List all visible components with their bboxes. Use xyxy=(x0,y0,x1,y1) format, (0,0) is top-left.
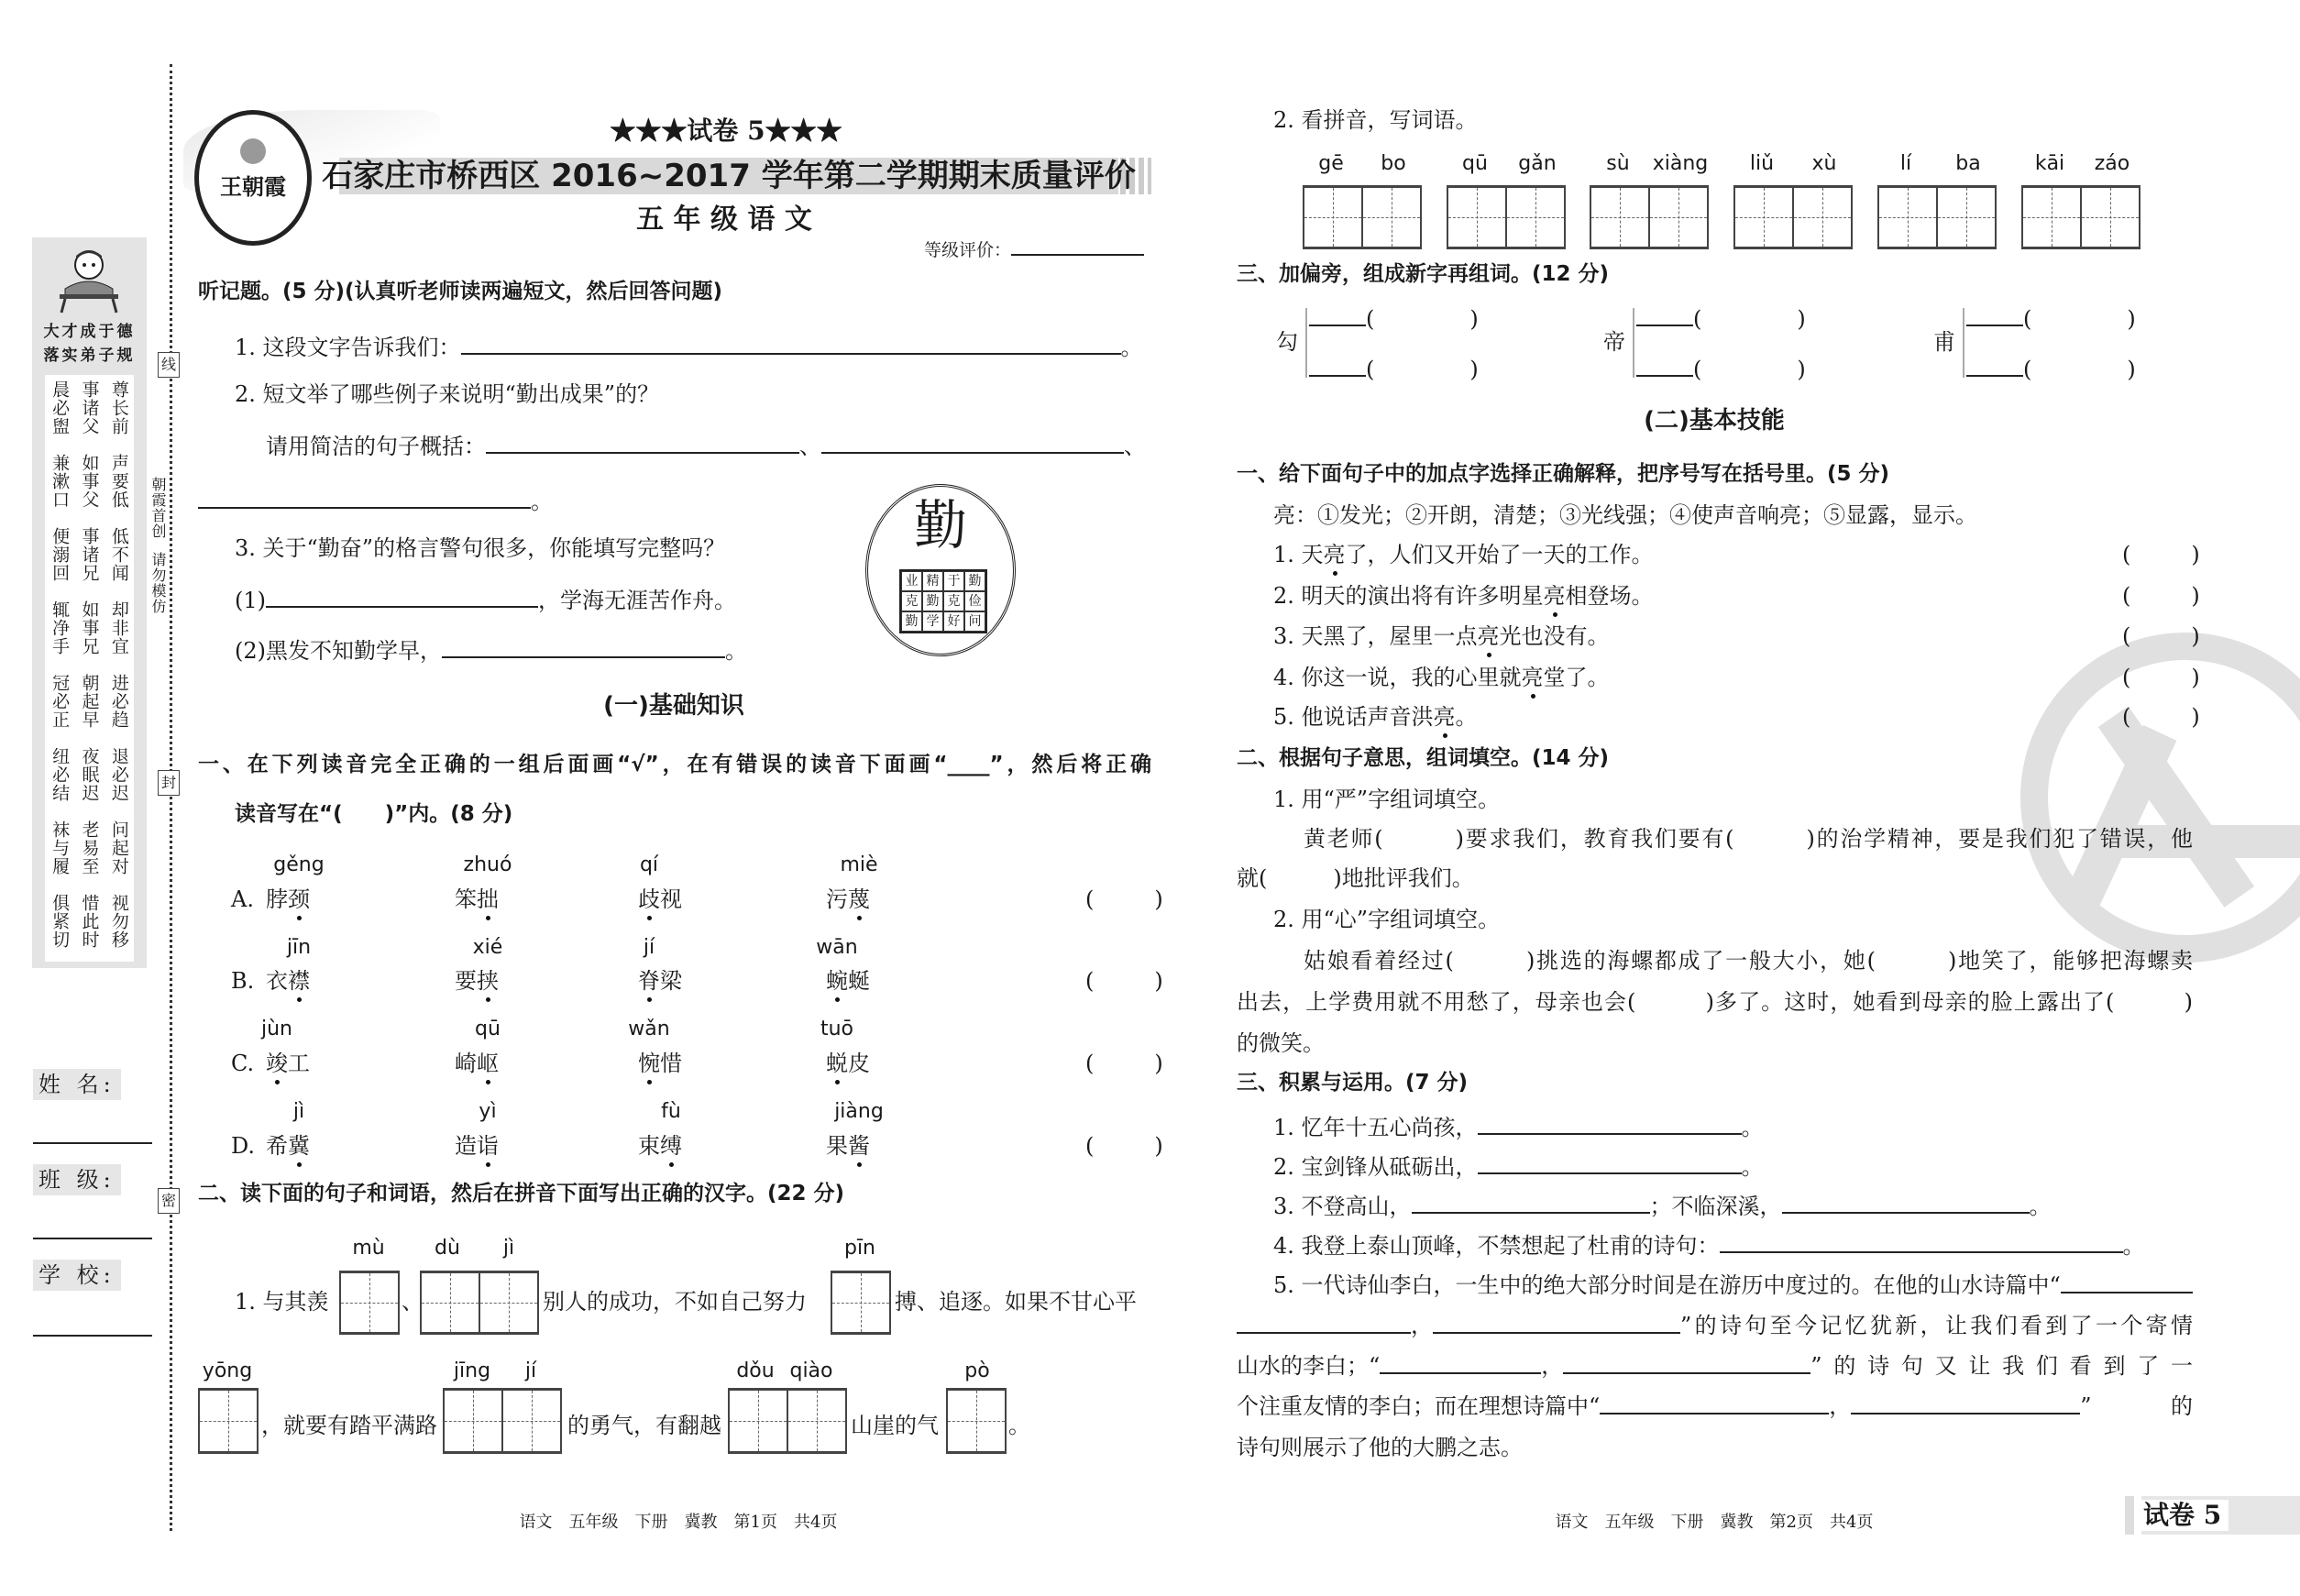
dizigui-verses xyxy=(45,375,134,962)
option-word xyxy=(266,886,310,913)
sentence-text: 的勇气，有翻越 xyxy=(567,1413,721,1438)
listening-q3: 3. 关于“勤奋”的格言警句很多，你能填写完整吗？ xyxy=(235,535,726,561)
word-char: 蔑 xyxy=(848,886,870,912)
text: 4. 你这一说，我的心里就 xyxy=(1273,665,1522,690)
qin-seal-emblem: 勤 业 精 于 勤 克 勤 克 俭 勤 学 好 问 xyxy=(865,484,1016,656)
option-word xyxy=(638,1050,682,1077)
exam-subject: 五 年 级 语 文 xyxy=(636,204,812,236)
word-char: 果 xyxy=(826,1133,848,1159)
option-label: D. xyxy=(231,1133,256,1159)
pinyin: pīn xyxy=(843,1237,876,1260)
seal-char: 于 xyxy=(943,571,964,591)
option-word xyxy=(826,886,870,913)
answer-line[interactable] xyxy=(1309,304,1366,326)
answer-paren[interactable]: ( ) xyxy=(1085,1051,1169,1076)
answer-line[interactable] xyxy=(1309,355,1366,377)
answer-paren[interactable]: ( ) xyxy=(2122,583,2206,609)
pinyin: jiàng xyxy=(834,1100,884,1123)
answer-line[interactable] xyxy=(1412,1192,1650,1214)
pinyin: yōng xyxy=(202,1359,253,1382)
s2-line: 就( )地批评我们。 xyxy=(1237,865,1474,891)
pinyin: xiàng xyxy=(1652,152,1709,175)
name-label: 姓 名: xyxy=(33,1069,121,1100)
word-char: 拙 xyxy=(477,886,499,912)
verse-group xyxy=(45,815,134,888)
seal-char: 问 xyxy=(964,611,985,632)
answer-line[interactable] xyxy=(1851,1392,2080,1414)
option-word xyxy=(455,1050,499,1077)
word-char: 梁 xyxy=(660,968,682,994)
s2-line: 的微笑。 xyxy=(1237,1030,1325,1056)
option-label: B. xyxy=(231,968,255,994)
pinyin: jí xyxy=(643,936,655,959)
word-char: 襟 xyxy=(288,968,310,994)
answer-line[interactable] xyxy=(1600,1392,1829,1414)
pinyin: xù xyxy=(1811,152,1837,175)
pinyin: qí xyxy=(639,853,659,876)
listening-q3-2: (2)黑发不知勤学早， 。 xyxy=(235,638,747,664)
text: 了，人们又开始了一天的工作。 xyxy=(1345,542,1654,567)
dotted-char: 亮 xyxy=(1433,704,1456,730)
s2-line: 姑娘看着经过( )挑选的海螺都成了一般大小，她( )地笑了，能够把海螺卖 xyxy=(1304,948,2193,974)
word-char: 岖 xyxy=(477,1051,499,1076)
word-char: 蜕 xyxy=(826,1051,848,1076)
paren-blank[interactable]: ( ) xyxy=(2023,306,2143,332)
word-char: 诣 xyxy=(477,1133,499,1159)
s2-line: 黄老师( )要求我们，教育我们要有( )的治学精神，要是我们犯了错误，他 xyxy=(1304,826,2193,852)
pinyin: pò xyxy=(964,1359,990,1382)
radical-answer[interactable] xyxy=(1636,304,1813,333)
listening-heading: 听记题。(5 分)(认真听老师读两遍短文，然后回答问题) xyxy=(198,280,723,303)
dotted-char: 亮 xyxy=(1521,665,1544,690)
option-word xyxy=(638,967,682,995)
listening-q3-1: (1) ，学海无涯苦作舟。 xyxy=(235,588,736,613)
seal-char: 勤 xyxy=(901,611,922,632)
binding-dotted-line xyxy=(170,64,172,1531)
seal-char: 精 xyxy=(922,571,943,591)
verse-column: 如事兄 xyxy=(79,600,100,655)
verse-column: 如事父 xyxy=(79,454,100,509)
word-char: 视 xyxy=(660,886,682,912)
grade-input-line[interactable] xyxy=(1011,239,1144,256)
text: 。 xyxy=(1455,704,1478,730)
s1-heading: 一、给下面句子中的加点字选择正确解释，把序号写在括号里。(5 分) xyxy=(1237,462,1890,486)
pinyin: jí xyxy=(524,1359,537,1382)
pinyin: miè xyxy=(840,853,878,876)
s1-definitions: 亮：①发光；②开朗，清楚；③光线强；④使声音响亮；⑤显露，显示。 xyxy=(1273,502,1977,528)
sentence-text: 1. 与其羡 xyxy=(235,1289,329,1315)
radical-char: 甫 xyxy=(1933,329,1955,355)
option-word xyxy=(826,1050,870,1077)
writing-grid[interactable] xyxy=(443,1388,562,1454)
sentence-text: 山崖的气 xyxy=(851,1413,939,1438)
word-char: 崎 xyxy=(455,1051,477,1076)
s3-item-5-cont: 个注重友情的李白；而在理想诗篇中“ ， ”的 xyxy=(1237,1393,2193,1419)
word-char: 惜 xyxy=(660,1051,682,1076)
answer-paren[interactable]: ( ) xyxy=(1085,1133,1169,1159)
pinyin: wǎn xyxy=(628,1018,670,1040)
paren-blank[interactable]: ( ) xyxy=(1366,306,1486,332)
word-char: 挟 xyxy=(477,968,499,994)
pinyin: fù xyxy=(661,1100,681,1123)
dotted-char: 亮 xyxy=(1477,623,1500,649)
s2-heading: 二、根据句子意思，组词填空。(14 分) xyxy=(1237,746,1610,770)
pinyin: lí xyxy=(1899,152,1912,175)
s3-item-5-cont: 山水的李白；“ ， ”的诗句又让我们看到了一 xyxy=(1237,1353,2193,1379)
answer-line[interactable] xyxy=(1433,1312,1680,1334)
s3-item-5-cont: 诗句则展示了他的大鹏之志。 xyxy=(1237,1435,1523,1460)
grade-field: 等级评价： xyxy=(924,237,1144,264)
text: 5. 他说话声音洪 xyxy=(1273,704,1434,730)
seal-char: 勤 xyxy=(964,571,985,591)
sentence-text: 。 xyxy=(1008,1413,1030,1438)
verse-column: 却非宜 xyxy=(108,600,129,655)
word-char: 颈 xyxy=(288,886,310,912)
radical-answer[interactable] xyxy=(1966,304,2143,333)
word-char: 歧 xyxy=(638,886,660,912)
s1-item xyxy=(1273,664,1610,691)
writing-grid[interactable] xyxy=(339,1271,400,1335)
part1-q1-instruction: 一、在下列读音完全正确的一组后面画“√”，在有错误的读音下面画“____”，然后将正确 xyxy=(198,753,1151,776)
pinyin: jùn xyxy=(261,1018,292,1040)
option-word xyxy=(826,1132,870,1160)
listening-q2: 2. 短文举了哪些例子来说明“勤出成果”的？ xyxy=(235,381,660,407)
pinyin: qū xyxy=(1462,152,1488,175)
writing-grid[interactable] xyxy=(2021,185,2140,249)
verse-column: 尊长前 xyxy=(108,380,129,435)
part2-title: (二)基本技能 xyxy=(1644,407,1785,435)
pinyin: dǒu xyxy=(736,1359,775,1382)
brace-line xyxy=(1305,308,1307,378)
word-char: 束 xyxy=(638,1133,660,1159)
writing-grid[interactable] xyxy=(1303,185,1422,249)
word-char: 希 xyxy=(266,1133,288,1159)
writing-grid[interactable] xyxy=(831,1271,891,1335)
page-footer-right: 语文 五年级 下册 冀教 第2页 共4页 xyxy=(1555,1513,1874,1532)
word-char: 脊 xyxy=(638,968,660,994)
option-word xyxy=(638,886,682,913)
s3-item-4: 4. 我登上泰山顶峰，不禁想起了杜甫的诗句： 。 xyxy=(1273,1233,2145,1259)
s3-item-5: 5. 一代诗仙李白，一生中的绝大部分时间是在游历中度过的。在他的山水诗篇中“ xyxy=(1273,1271,2193,1299)
verse-column: 俱紧切 xyxy=(50,894,71,949)
word-char: 竣 xyxy=(266,1051,288,1076)
answer-line[interactable] xyxy=(821,432,1124,454)
s3-item-3: 3. 不登高山， ；不临深溪， 。 xyxy=(1273,1194,2052,1219)
pinyin: mù xyxy=(352,1237,385,1260)
answer-paren[interactable]: ( ) xyxy=(2122,623,2206,649)
word-char: 要 xyxy=(455,968,477,994)
pinyin: liǔ xyxy=(1749,152,1775,175)
s1-item xyxy=(1273,622,1610,650)
marker-xian: 线 xyxy=(158,352,180,378)
answer-paren[interactable]: ( ) xyxy=(1085,886,1169,912)
motto-1: 大才成于德 xyxy=(43,323,136,341)
verse-column: 进必趋 xyxy=(108,674,129,729)
verse-column: 事诸兄 xyxy=(79,527,100,582)
radical-answer[interactable] xyxy=(1636,355,1813,383)
option-label: A. xyxy=(231,886,254,912)
word-char: 脖 xyxy=(266,886,288,912)
s1-item xyxy=(1273,703,1478,731)
option-word xyxy=(455,967,499,995)
s1-item xyxy=(1273,582,1654,610)
option-word xyxy=(266,1132,310,1160)
s3-item-5-cont: ， ”的诗句至今记忆犹新，让我们看到了一个寄情 xyxy=(1237,1312,2193,1339)
answer-line[interactable] xyxy=(2061,1271,2193,1293)
dotted-char: 亮 xyxy=(1323,542,1346,567)
answer-paren[interactable]: ( ) xyxy=(1085,968,1169,994)
motto-2: 落实弟子规 xyxy=(43,347,136,365)
pinyin: ba xyxy=(1955,152,1981,175)
option-label: C. xyxy=(231,1051,255,1076)
text: 堂了。 xyxy=(1543,665,1610,690)
pinyin: kāi xyxy=(2034,152,2065,175)
page-footer-left: 语文 五年级 下册 冀教 第1页 共4页 xyxy=(519,1513,838,1532)
word-char: 污 xyxy=(826,886,848,912)
writing-grid[interactable] xyxy=(946,1388,1007,1454)
answer-line[interactable] xyxy=(1237,1312,1411,1334)
word-char: 冀 xyxy=(288,1133,310,1159)
writing-grid[interactable] xyxy=(728,1388,847,1454)
answer-line[interactable] xyxy=(266,586,538,608)
option-word xyxy=(638,1132,682,1160)
s2-line: 2. 用“心”字组词填空。 xyxy=(1273,907,1501,932)
seal-char: 克 xyxy=(901,591,922,611)
pinyin: gē xyxy=(1318,152,1344,175)
option-word xyxy=(266,967,310,995)
brace-line xyxy=(1963,308,1964,378)
text: 光也没有。 xyxy=(1499,623,1610,649)
seal-char: 俭 xyxy=(964,591,985,611)
seal-char: 克 xyxy=(943,591,964,611)
verse-column: 袜与履 xyxy=(50,820,71,875)
pinyin: sù xyxy=(1606,152,1630,175)
pinyin: xié xyxy=(472,936,503,959)
answer-line[interactable] xyxy=(1966,304,2023,326)
q2-pinyin-words-heading: 2. 看拼音，写词语。 xyxy=(1273,107,1478,133)
answer-line[interactable] xyxy=(198,487,531,509)
sentence-text: 别人的成功，不如自己努力 xyxy=(543,1289,807,1315)
verse-column: 声要低 xyxy=(108,454,129,509)
writing-grid[interactable] xyxy=(420,1271,539,1335)
pinyin: wān xyxy=(816,936,858,959)
answer-paren[interactable]: ( ) xyxy=(2122,704,2206,730)
answer-paren[interactable]: ( ) xyxy=(2122,542,2206,567)
text: 1. 天 xyxy=(1273,542,1324,567)
verse-column: 退必迟 xyxy=(108,747,129,802)
part1-q2-instruction: 二、读下面的句子和词语，然后在拼音下面写出正确的汉字。(22 分) xyxy=(198,1182,845,1205)
answer-line[interactable] xyxy=(1563,1352,1810,1374)
verse-column: 纽必结 xyxy=(50,747,71,802)
word-char: 蜒 xyxy=(848,968,870,994)
pinyin: jì xyxy=(292,1100,305,1123)
s2-line: 出去，上学费用就不用愁了，母亲也会( )多了。这时，她看到母亲的脸上露出了( ) xyxy=(1237,989,2193,1015)
part1-title: (一)基础知识 xyxy=(603,692,744,720)
option-word xyxy=(826,967,870,995)
word-char: 缚 xyxy=(660,1133,682,1159)
s3-item-2: 2. 宝剑锋从砥砺出， 。 xyxy=(1273,1154,1764,1180)
answer-line[interactable] xyxy=(1966,355,2023,377)
seal-char: 勤 xyxy=(922,591,943,611)
s2-line: 1. 用“严”字组词填空。 xyxy=(1273,787,1501,812)
word-char: 造 xyxy=(455,1133,477,1159)
s1-item xyxy=(1273,541,1654,568)
text: 3. 天黑了，屋里一点 xyxy=(1273,623,1478,649)
answer-line[interactable] xyxy=(461,333,1121,355)
sentence-text: 搏、追逐。如果不甘心平 xyxy=(895,1289,1137,1315)
seal-char: 学 xyxy=(922,611,943,632)
verse-group xyxy=(45,375,134,448)
text: 相登场。 xyxy=(1565,583,1654,609)
publisher-logo: 王朝霞 xyxy=(194,110,312,246)
part1-q1-instruction-cont: 读音写在“( )”内。(8 分) xyxy=(235,802,513,826)
pinyin: bo xyxy=(1381,152,1406,175)
pinyin: yì xyxy=(479,1100,497,1123)
answer-line[interactable] xyxy=(1720,1231,2123,1253)
verse-group xyxy=(45,742,134,815)
school-label: 学 校: xyxy=(33,1260,121,1291)
verse-column: 便溺回 xyxy=(50,527,71,582)
pinyin: gǎn xyxy=(1518,152,1557,175)
answer-line[interactable] xyxy=(1380,1352,1541,1374)
marker-feng: 封 xyxy=(158,770,180,796)
marker-mi: 密 xyxy=(158,1188,180,1214)
option-word xyxy=(266,1050,310,1077)
radical-answer[interactable] xyxy=(1966,355,2143,383)
verse-group xyxy=(45,522,134,595)
paper-badge: 试卷 5 xyxy=(2097,1496,2300,1535)
verse-column: 冠必正 xyxy=(50,674,71,729)
dizigui-sidebar xyxy=(32,237,147,968)
class-input-line[interactable] xyxy=(33,1238,152,1239)
word-char: 惋 xyxy=(638,1051,660,1076)
verse-column: 视勿移 xyxy=(108,894,129,949)
verse-column: 晨必盥 xyxy=(50,380,71,435)
school-input-line[interactable] xyxy=(33,1335,152,1337)
side-note: 朝霞首创请勿模仿 xyxy=(149,477,167,614)
answer-line[interactable] xyxy=(1636,355,1693,377)
verse-column: 问起对 xyxy=(108,820,129,875)
answer-line[interactable] xyxy=(1782,1192,2030,1214)
verse-column: 低不闻 xyxy=(108,527,129,582)
answer-line[interactable] xyxy=(1636,304,1693,326)
student-illustration-icon xyxy=(52,243,126,316)
answer-line[interactable] xyxy=(1478,1152,1742,1174)
answer-line[interactable] xyxy=(442,636,725,658)
listening-q2-answer-cont: 。 xyxy=(198,487,553,515)
paren-blank[interactable]: ( ) xyxy=(1366,357,1486,382)
seal-char: 好 xyxy=(943,611,964,632)
verse-group xyxy=(45,888,134,962)
sentence-text: ，就要有踏平满路 xyxy=(261,1413,437,1438)
pinyin: jīn xyxy=(286,936,312,959)
radical-answer[interactable] xyxy=(1309,304,1486,333)
series-label: ★★★试卷 5★★★ xyxy=(610,116,842,146)
paren-blank[interactable]: ( ) xyxy=(1693,306,1813,332)
dotted-char: 亮 xyxy=(1543,583,1566,609)
verse-column: 夜眠迟 xyxy=(79,747,100,802)
writing-grid[interactable] xyxy=(1590,185,1709,249)
class-label: 班 级: xyxy=(33,1164,121,1195)
paren-blank[interactable]: ( ) xyxy=(2023,357,2143,382)
seal-char: 业 xyxy=(901,571,922,591)
pinyin: záo xyxy=(2094,152,2130,175)
answer-line[interactable] xyxy=(1478,1113,1742,1135)
pinyin: tuō xyxy=(820,1018,854,1040)
verse-column: 辄净手 xyxy=(50,600,71,655)
radical-char: 帝 xyxy=(1603,329,1625,355)
verse-column: 兼漱口 xyxy=(50,454,71,509)
writing-grid[interactable] xyxy=(198,1388,259,1454)
pinyin: dù xyxy=(435,1237,460,1260)
radical-char: 勾 xyxy=(1276,329,1298,355)
word-char: 蜿 xyxy=(826,968,848,994)
verse-group xyxy=(45,448,134,522)
pinyin: qū xyxy=(475,1018,501,1040)
answer-paren[interactable]: ( ) xyxy=(2122,665,2206,690)
word-char: 皮 xyxy=(848,1051,870,1076)
pinyin: qiào xyxy=(789,1359,833,1382)
verse-column: 朝起早 xyxy=(79,674,100,729)
verse-group xyxy=(45,668,134,742)
sentence-text: 、 xyxy=(402,1289,424,1315)
text: 2. 明天的演出将有许多明星 xyxy=(1273,583,1544,609)
option-word xyxy=(455,1132,499,1160)
pinyin: jīng xyxy=(453,1359,491,1382)
exam-title: 石家庄市桥西区 2016~2017 学年第二学期期末质量评价 xyxy=(322,158,1136,194)
verse-column: 惜此时 xyxy=(79,894,100,949)
word-char: 酱 xyxy=(848,1133,870,1159)
pinyin: zhuó xyxy=(463,853,512,876)
verse-column: 事诸父 xyxy=(79,380,100,435)
radical-answer[interactable] xyxy=(1309,355,1486,383)
radicals-heading: 三、加偏旁，组成新字再组词。(12 分) xyxy=(1237,262,1610,286)
writing-grid[interactable] xyxy=(1733,185,1853,249)
s3-item-1: 1. 忆年十五心尚孩， 。 xyxy=(1273,1115,1764,1140)
word-char: 工 xyxy=(288,1051,310,1076)
verse-group xyxy=(45,595,134,668)
verse-column: 老易至 xyxy=(79,820,100,875)
answer-line[interactable] xyxy=(486,432,799,454)
brace-line xyxy=(1633,308,1634,378)
paren-blank[interactable]: ( ) xyxy=(1693,357,1813,382)
word-char: 笨 xyxy=(455,886,477,912)
option-word xyxy=(455,886,499,913)
name-input-line[interactable] xyxy=(33,1142,152,1144)
s3-heading: 三、积累与运用。(7 分) xyxy=(1237,1071,1469,1095)
listening-q1: 1. 这段文字告诉我们： 。 xyxy=(235,335,1143,360)
listening-q2-answer: 请用简洁的句子概括： 、 、 xyxy=(266,434,1146,459)
writing-grid[interactable] xyxy=(1877,185,1997,249)
pinyin: jì xyxy=(502,1237,515,1260)
pinyin: gěng xyxy=(273,853,325,876)
writing-grid[interactable] xyxy=(1447,185,1566,249)
word-char: 衣 xyxy=(266,968,288,994)
